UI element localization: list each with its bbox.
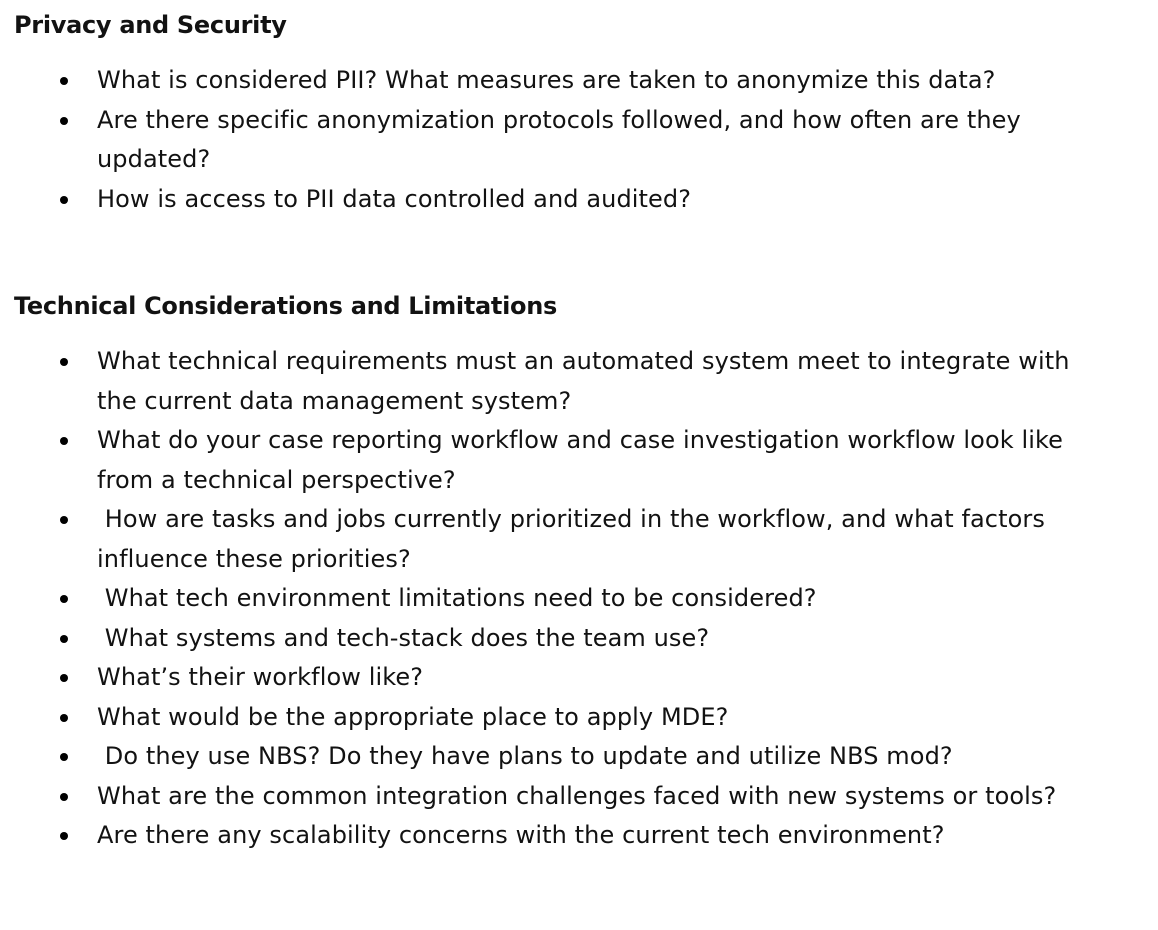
list-item-text: What’s their workflow like?	[97, 663, 424, 691]
bullet-icon	[60, 77, 68, 85]
bullet-icon	[60, 793, 68, 801]
list-item-text: How are tasks and jobs currently prioritized in the workflow, and what factors influence these priorities?	[97, 505, 1053, 573]
list-item-text: What is considered PII? What measures are taken to anonymize this data?	[97, 66, 996, 94]
list-item-text: How is access to PII data controlled and audited?	[97, 184, 692, 213]
list-item-text: What tech environment limitations need to be considered?	[97, 584, 817, 612]
bullet-icon	[60, 595, 68, 603]
list-item	[14, 619, 1132, 659]
list-item-text: What systems and tech-stack does the team use?	[97, 623, 710, 652]
bullet-icon	[60, 117, 68, 125]
list-item-text: Are there any scalability concerns with the current tech environment?	[97, 821, 945, 849]
list-item	[14, 698, 1132, 738]
list-item	[14, 61, 1132, 101]
list-item	[14, 101, 1132, 180]
list-item	[14, 342, 1132, 421]
list-item	[14, 180, 1132, 220]
bullet-icon	[60, 832, 68, 840]
list-item-text: What do your case reporting workflow and case investigation workflow look like from a technical perspective?	[97, 426, 1071, 494]
bullet-icon	[60, 753, 68, 761]
bullet-icon	[60, 714, 68, 722]
bullet-icon	[60, 437, 68, 445]
list-item	[14, 737, 1132, 777]
list-item-text: What would be the appropriate place to apply MDE?	[97, 702, 729, 731]
list-item	[14, 658, 1132, 698]
list-item-text: Are there specific anonymization protocols followed, and how often are they updated?	[97, 105, 1029, 173]
bullet-icon	[60, 516, 68, 524]
list-item	[14, 816, 1132, 856]
list-item	[14, 777, 1132, 817]
list-item	[14, 500, 1132, 579]
bullet-icon	[60, 358, 68, 366]
bullet-icon	[60, 196, 68, 204]
list-item-text: What are the common integration challenges faced with new systems or tools?	[97, 781, 1057, 810]
section-heading-technical-considerations: Technical Considerations and Limitations	[14, 292, 557, 320]
bullet-icon	[60, 635, 68, 643]
privacy-bullet-list	[14, 61, 1132, 219]
technical-bullet-list	[14, 342, 1132, 856]
bullet-icon	[60, 674, 68, 682]
list-item	[14, 421, 1132, 500]
list-item-text: Do they use NBS? Do they have plans to update and utilize NBS mod?	[97, 742, 953, 770]
section-heading-privacy-and-security: Privacy and Security	[14, 11, 287, 39]
list-item-text: What technical requirements must an automated system meet to integrate with the current data management system?	[97, 347, 1078, 415]
list-item	[14, 579, 1132, 619]
